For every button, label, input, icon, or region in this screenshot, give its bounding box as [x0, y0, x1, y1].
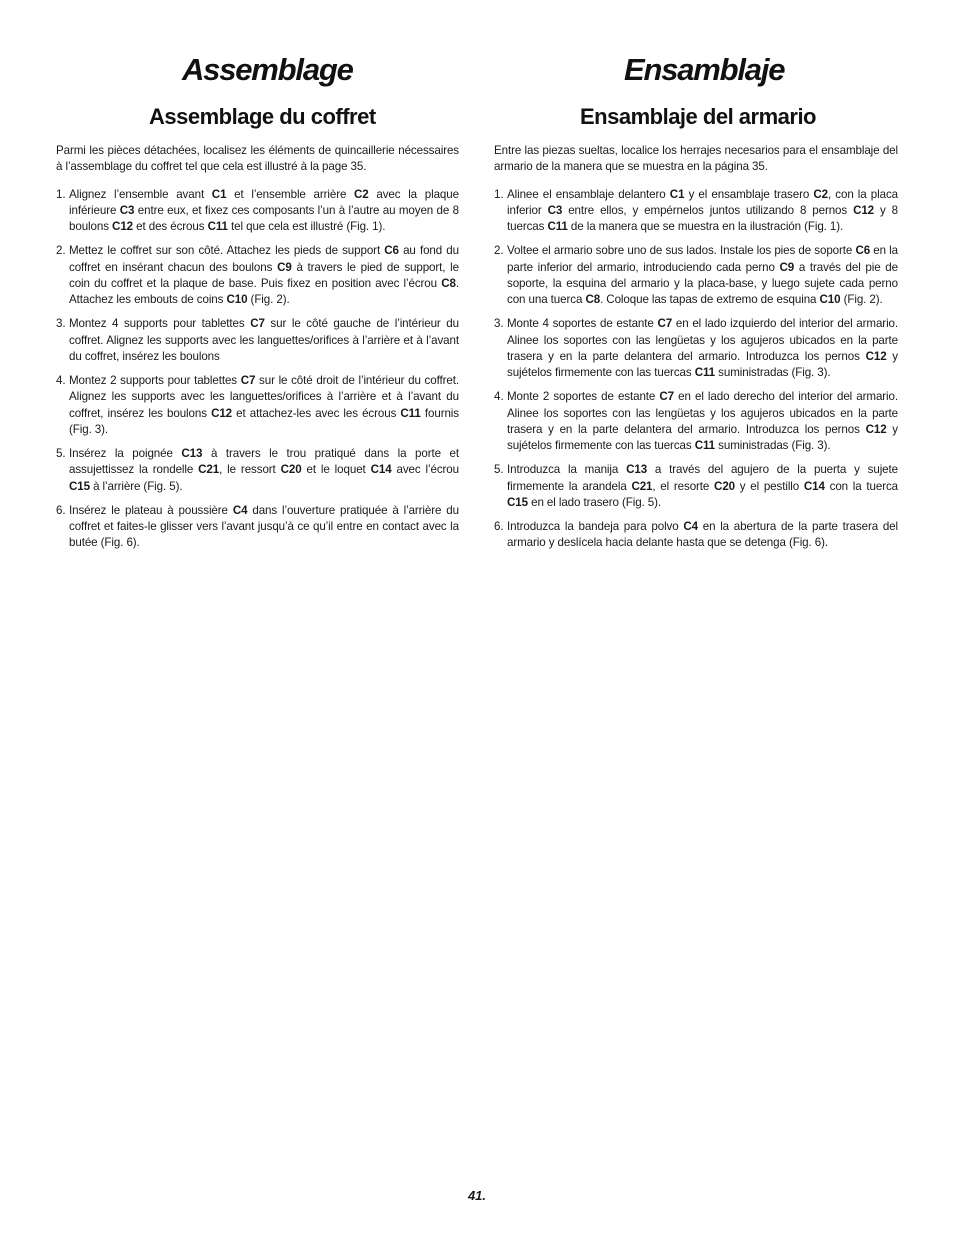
part-code: C15	[507, 495, 528, 509]
part-code: C20	[714, 479, 736, 493]
part-code: C2	[354, 187, 369, 201]
step-text: Monte 2 soportes de estante C7 en el lado derecho del interior del armario. Alinee los soportes con las lengüetas y los agujeros ubicados en la parte trasera y en la parte delantera del armario. Introduzca los pernos C12 y sujételos firmemente con las tuercas C11 suministradas (Fig. 3).	[507, 390, 898, 453]
part-code: C12	[865, 422, 887, 436]
step-text: Mettez le coffret sur son côté. Attachez les pieds de support C6 au fond du coffret en insérant chacun des boulons C9 à travers le pied de support, le coin du coffret et la plaque de base. Puis fixez en position avec l’écrou C8. Attachez les embouts de coins C10 (Fig. 2).	[69, 244, 459, 307]
step-number: 2.	[56, 244, 66, 258]
part-code: C6	[384, 244, 399, 258]
part-code: C14	[803, 479, 825, 493]
step-item	[56, 503, 459, 552]
step-text: Alignez l’ensemble avant C1 et l’ensemble arrière C2 avec la plaque inférieure C3 entre eux, et fixez ces composants l’un à l’autre au moyen de 8 boulons C12 et des écrous C11 tel que cela est illustré (Fig. 1).	[69, 187, 459, 234]
part-code: C9	[779, 260, 795, 274]
part-code: C7	[250, 317, 265, 331]
step-number: 5.	[494, 463, 504, 477]
step-item	[56, 446, 459, 495]
french-subtitle: Assemblage du coffret	[149, 104, 376, 129]
part-code: C11	[400, 406, 421, 420]
part-code: C7	[240, 373, 256, 387]
step-number: 1.	[494, 187, 504, 201]
part-code: C14	[370, 463, 392, 477]
part-code: C12	[112, 220, 134, 234]
part-code: C12	[865, 349, 887, 363]
french-steps-list	[56, 187, 459, 552]
part-code: C8	[585, 293, 601, 307]
french-column	[56, 52, 459, 552]
step-item	[56, 187, 459, 236]
part-code: C4	[683, 519, 698, 533]
step-number: 1.	[56, 187, 66, 201]
part-code: C13	[181, 446, 203, 460]
part-code: C11	[207, 220, 228, 234]
step-item	[494, 519, 898, 552]
step-item	[494, 316, 898, 381]
spanish-title: Ensamblaje	[624, 52, 785, 87]
step-number: 4.	[56, 373, 66, 387]
part-code: C1	[669, 187, 685, 201]
step-number: 3.	[494, 317, 504, 331]
part-code: C12	[853, 203, 875, 217]
part-code: C6	[855, 244, 871, 258]
part-code: C7	[659, 390, 675, 404]
part-code: C3	[119, 203, 135, 217]
step-text: Insérez le plateau à poussière C4 dans l’ouverture pratiquée à l’arrière du coffret et faites-le glisser vers l’avant jusqu’à ce qu’il entre en contact avec la butée (Fig. 6).	[69, 503, 459, 550]
part-code: C4	[232, 503, 248, 517]
step-item	[56, 373, 459, 438]
page-number: 41.	[467, 1188, 487, 1203]
part-code: C1	[211, 187, 227, 201]
step-number: 6.	[56, 503, 66, 517]
part-code: C11	[694, 366, 716, 380]
part-code: C9	[277, 260, 292, 274]
part-code: C11	[547, 220, 568, 234]
spanish-subtitle: Ensamblaje del armario	[580, 104, 816, 129]
part-code: C10	[819, 293, 841, 307]
part-code: C21	[198, 463, 220, 477]
step-text: Alinee el ensamblaje delantero C1 y el ensamblaje trasero C2, con la placa inferior C3 entre ellos, y empérnelos juntos utilizando 8 pernos C12 y 8 tuercas C11 de la manera que se muestra en la ilustración (Fig. 1).	[507, 187, 898, 234]
spanish-steps-list	[494, 187, 898, 552]
french-title: Assemblage	[182, 52, 353, 87]
part-code: C8	[441, 276, 456, 290]
step-text: Montez 4 supports pour tablettes C7 sur le côté gauche de l’intérieur du coffret. Alignez les supports avec les languettes/orifices à l’arrière et à l’avant du coffret, insérez les boulons	[69, 317, 459, 363]
step-item	[494, 462, 898, 511]
part-code: C10	[226, 293, 248, 307]
part-code: C15	[69, 479, 90, 493]
spanish-column	[494, 52, 898, 552]
part-code: C2	[813, 187, 828, 201]
step-item	[56, 243, 459, 308]
step-text: Voltee el armario sobre uno de sus lados. Instale los pies de soporte C6 en la parte inferior del armario, introduciendo cada perno C9 a través del pie de soporte, la esquina del armario y la placa-base, y luego sujete cada perno con una tuerca C8. Coloque las tapas de extremo de esquina C10 (Fig. 2).	[507, 244, 898, 307]
step-item	[494, 187, 898, 236]
part-code: C20	[280, 463, 302, 477]
step-number: 2.	[494, 244, 504, 258]
french-intro: Parmi les pièces détachées, localisez les éléments de quincaillerie nécessaires à l’assemblage du coffret tel que cela est illustré à la page 35.	[56, 144, 459, 174]
step-item	[494, 389, 898, 454]
step-text: Monte 4 soportes de estante C7 en el lado izquierdo del interior del armario. Alinee los soportes con las lengüetas y los agujeros ubicados en la parte trasera y en la parte delantera del armario. Introduzca los pernos C12 y sujételos firmemente con las tuercas C11 suministradas (Fig. 3).	[507, 317, 899, 380]
step-text: Introduzca la bandeja para polvo C4 en la abertura de la parte trasera del armario y deslícela hacia delante hasta que se detenga (Fig. 6).	[507, 519, 898, 550]
part-code: C7	[657, 317, 673, 331]
step-number: 4.	[494, 390, 504, 404]
step-number: 6.	[494, 519, 504, 533]
step-number: 5.	[56, 446, 66, 460]
step-item	[494, 243, 898, 308]
part-code: C11	[694, 439, 716, 453]
step-text: Introduzca la manija C13 a través del agujero de la puerta y sujete firmemente la arandela C21, el resorte C20 y el pestillo C14 con la tuerca C15 en el lado trasero (Fig. 5).	[507, 463, 899, 509]
step-text: Insérez la poignée C13 à travers le trou pratiqué dans la porte et assujettissez la rondelle C21, le ressort C20 et le loquet C14 avec l’écrou C15 à l’arrière (Fig. 5).	[69, 446, 459, 493]
step-number: 3.	[56, 317, 66, 331]
spanish-intro: Entre las piezas sueltas, localice los herrajes necesarios para el ensamblaje del armario de la manera que se muestra en la página 35.	[494, 144, 898, 174]
part-code: C12	[211, 406, 233, 420]
part-code: C21	[631, 479, 653, 493]
part-code: C13	[626, 463, 648, 477]
part-code: C3	[547, 203, 563, 217]
step-text: Montez 2 supports pour tablettes C7 sur le côté droit de l’intérieur du coffret. Alignez les supports avec les languettes/orifices à l’arrière et à l’avant du coffret, insérez les boulons C12 et attachez-les avec les écrous C11 fournis (Fig. 3).	[69, 373, 459, 436]
step-item	[56, 316, 459, 365]
